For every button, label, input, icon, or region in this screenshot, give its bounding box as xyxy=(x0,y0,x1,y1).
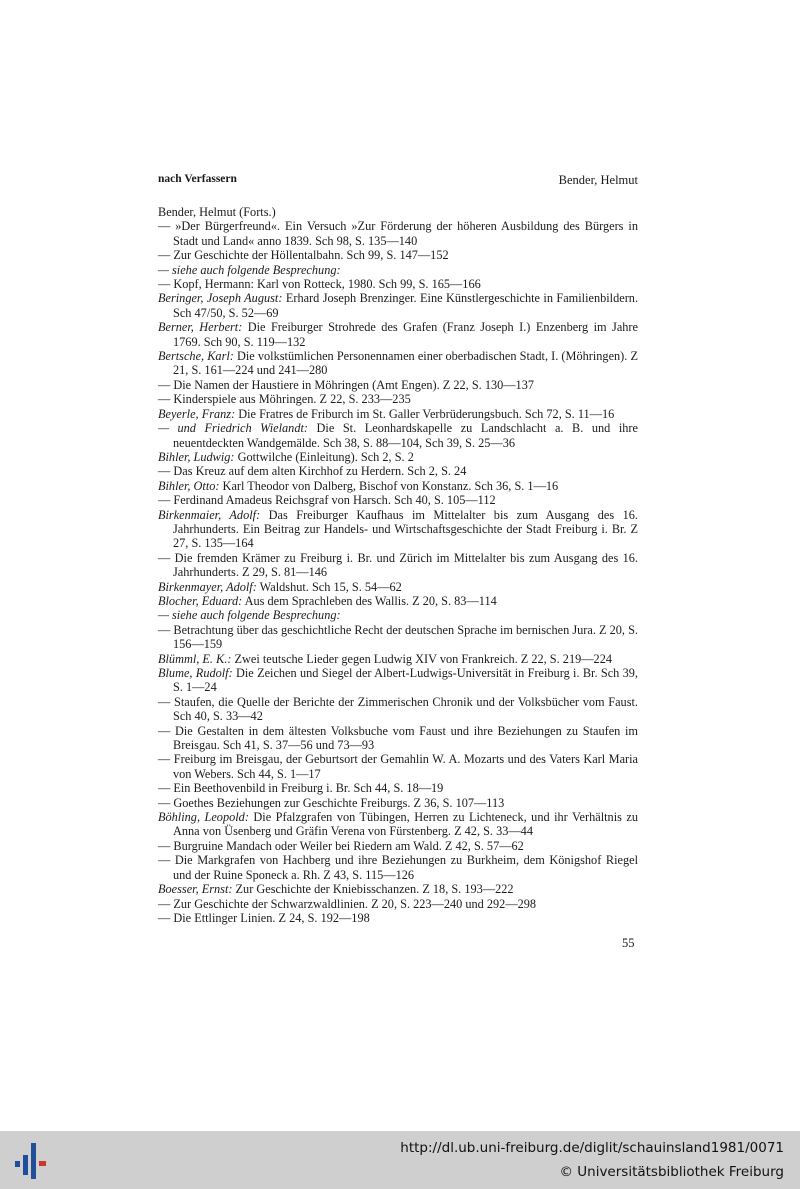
entry-text: Karl Theodor von Dalberg, Bischof von Konstanz. Sch 36, S. 1—16 xyxy=(219,478,559,493)
copyright-notice: © Universitätsbibliothek Freiburg xyxy=(559,1164,784,1180)
entry-author: Birkenmaier, Adolf: xyxy=(158,507,261,522)
bibliography-entry xyxy=(158,219,638,248)
footer-bar xyxy=(0,1131,800,1189)
entry-author: Blume, Rudolf: xyxy=(158,666,233,680)
entry-text: — Ferdinand Amadeus Reichsgraf von Harsch. Sch 40, S. 105—112 xyxy=(158,493,496,508)
entry-text: — siehe auch folgende Besprechung: xyxy=(158,262,341,277)
entry-text: — Die fremden Krämer zu Freiburg i. Br. und Zürich im Mittelalter bis zum Ausgang des 16. Jahrhunderts. Z 29, S. 81—146 xyxy=(158,550,638,580)
entry-author: Blümml, E. K.: xyxy=(158,651,232,666)
bibliography-entry xyxy=(158,652,638,666)
bibliography-entry xyxy=(158,392,638,406)
entry-text: Zur Geschichte der Kniebisschanzen. Z 18, S. 193—222 xyxy=(232,882,514,897)
entry-text: — Betrachtung über das geschichtliche Recht der deutschen Sprache im bernischen Jura. Z 20, S. 156—159 xyxy=(158,622,638,652)
bibliography-entry xyxy=(158,464,638,478)
bibliography-entry xyxy=(158,407,638,421)
bibliography-entry xyxy=(158,695,638,724)
entry-text: — Die Markgrafen von Hachberg und ihre Beziehungen zu Burkheim, dem Königshof Riegel und der Ruine Sponeck a. Rh. Z 43, S. 115—126 xyxy=(158,853,638,882)
ub-freiburg-logo-icon xyxy=(12,1141,52,1181)
entry-text: Gottwilche (Einleitung). Sch 2, S. 2 xyxy=(234,449,414,464)
entry-author: Blocher, Eduard: xyxy=(158,593,243,608)
entry-author: Bihler, Otto: xyxy=(158,478,220,493)
running-header xyxy=(158,173,638,191)
page-number: 55 xyxy=(622,936,635,950)
entry-author: Beringer, Joseph August: xyxy=(158,291,283,306)
logo-bar-1 xyxy=(15,1161,20,1167)
entry-author: Beyerle, Franz: xyxy=(158,406,236,421)
bibliography-entry xyxy=(158,666,638,695)
entry-text: Erhard Joseph Brenzinger. Eine Künstlergeschichte in Familienbildern. Sch 47/50, S. 52—69 xyxy=(173,291,639,320)
entry-text: — »Der Bürgerfreund«. Ein Versuch »Zur Förderung der höheren Ausbildung des Bürgers in Stadt und Land« anno 1839. Sch 98, S. 135—140 xyxy=(158,219,638,248)
entry-author: Böhling, Leopold: xyxy=(158,810,249,825)
entry-text: — Staufen, die Quelle der Berichte der Zimmerischen Chronik und der Volksbücher vom Faust. Sch 40, S. 33—42 xyxy=(158,694,638,724)
header-author-name: Bender, Helmut xyxy=(558,173,638,187)
bibliography-entry xyxy=(158,493,638,507)
bibliography-entry xyxy=(158,263,638,277)
entry-author: Birkenmayer, Adolf: xyxy=(158,579,257,594)
entry-text: — Kinderspiele aus Möhringen. Z 22, S. 233—235 xyxy=(158,392,411,407)
bibliography-entry xyxy=(158,752,638,781)
entry-text: — Freiburg im Breisgau, der Geburtsort der Gemahlin W. A. Mozarts und des Vaters Karl Maria von Webers. Sch 44, S. 1—17 xyxy=(158,752,638,781)
bibliography-entry xyxy=(158,479,638,493)
entry-text: Waldshut. Sch 15, S. 54—62 xyxy=(256,579,402,594)
entry-text: Die Fratres de Friburch im St. Galler Verbrüderungsbuch. Sch 72, S. 11—16 xyxy=(235,406,615,421)
entry-text: Zwei teutsche Lieder gegen Ludwig XIV von Frankreich. Z 22, S. 219—224 xyxy=(231,651,612,666)
bibliography-entry xyxy=(158,378,638,392)
entry-text: — Burgruine Mandach oder Weiler bei Riedern am Wald. Z 42, S. 57—62 xyxy=(158,838,524,853)
entry-text: Die St. Leonhardskapelle zu Landschlacht a. B. und ihre neuentdeckten Wandgemälde. Sch 38, S. 88—104, Sch 39, S. 25—36 xyxy=(173,421,638,450)
entry-text: Das Freiburger Kaufhaus im Mittelalter bis zum Ausgang des 16. Jahrhunderts. Ein Beitrag zur Handels- und Wirtschaftsgeschichte der Stadt Freiburg i. Br. Z 27, S. 135—164 xyxy=(173,507,639,551)
entry-text: — Zur Geschichte der Schwarzwaldlinien. Z 20, S. 223—240 und 292—298 xyxy=(158,896,537,911)
bibliography-entry xyxy=(158,421,638,450)
bibliography-entry xyxy=(158,580,638,594)
bibliography-entry xyxy=(158,291,638,320)
document-url-link[interactable]: http://dl.ub.uni-freiburg.de/diglit/schauinsland1981/0071 xyxy=(400,1140,784,1156)
bibliography-entry xyxy=(158,320,638,349)
bibliography-entry xyxy=(158,594,638,608)
bibliography-entry xyxy=(158,551,638,580)
entry-text: — Die Ettlinger Linien. Z 24, S. 192—198 xyxy=(158,910,370,925)
bibliography-entry xyxy=(158,205,638,219)
entry-author: Bihler, Ludwig: xyxy=(158,449,235,464)
entry-text: Die Freiburger Strohrede des Grafen (Franz Joseph I.) Enzenberg im Jahre 1769. Sch 90, S. 119—132 xyxy=(173,320,638,349)
entry-text: — Das Kreuz auf dem alten Kirchhof zu Herdern. Sch 2, S. 24 xyxy=(158,464,467,479)
entry-text: Bender, Helmut (Forts.) xyxy=(158,205,276,219)
bibliography-entry xyxy=(158,897,638,911)
bibliography-entry xyxy=(158,248,638,262)
logo-bar-2 xyxy=(23,1155,28,1175)
entry-text: — Kopf, Hermann: Karl von Rotteck, 1980. Sch 99, S. 165—166 xyxy=(158,277,481,292)
bibliography-entry xyxy=(158,623,638,652)
entry-text: — Goethes Beziehungen zur Geschichte Freiburgs. Z 36, S. 107—113 xyxy=(158,795,505,810)
bibliography-entry xyxy=(158,608,638,622)
entry-author: Berner, Herbert: xyxy=(158,320,243,335)
entry-author: Bertsche, Karl: xyxy=(158,349,234,364)
entry-text: Die Zeichen und Siegel der Albert-Ludwigs-Universität in Freiburg i. Br. Sch 39, S. 1—24 xyxy=(173,666,638,695)
entry-text: — Die Namen der Haustiere in Möhringen (Amt Engen). Z 22, S. 130—137 xyxy=(158,377,535,392)
bibliography-entry xyxy=(158,911,638,925)
logo-bar-3 xyxy=(31,1143,36,1179)
entry-text: — Ein Beethovenbild in Freiburg i. Br. Sch 44, S. 18—19 xyxy=(158,781,444,796)
bibliography-entry xyxy=(158,781,638,795)
bibliography-entry xyxy=(158,508,638,551)
bibliography-entry xyxy=(158,724,638,753)
bibliography-entry xyxy=(158,839,638,853)
bibliography-entry xyxy=(158,796,638,810)
bibliography-list xyxy=(158,205,638,925)
bibliography-entry xyxy=(158,277,638,291)
bibliography-entry xyxy=(158,882,638,896)
entry-text: Aus dem Sprachleben des Wallis. Z 20, S. 83—114 xyxy=(242,593,497,608)
entry-text: Die Pfalzgrafen von Tübingen, Herren zu Lichteneck, und ihr Verhältnis zu Anna von Üsenberg und Gräfin Verena von Fürstenberg. Z 42, S. 33—44 xyxy=(173,810,638,839)
entry-text: — Die Gestalten in dem ältesten Volksbuche vom Faust und ihre Beziehungen zu Staufen im Breisgau. Sch 41, S. 37—56 und 73—93 xyxy=(158,723,638,753)
bibliography-entry xyxy=(158,810,638,839)
header-section-title: nach Verfassern xyxy=(158,173,237,185)
entry-text: Die volkstümlichen Personennamen einer oberbadischen Stadt, I. (Möhringen). Z 21, S. 161—224 und 241—280 xyxy=(173,349,638,378)
bibliography-entry xyxy=(158,349,638,378)
entry-author: — und Friedrich Wielandt: xyxy=(158,421,308,436)
bibliography-entry xyxy=(158,853,638,882)
logo-bar-4 xyxy=(39,1161,46,1166)
entry-text: — Zur Geschichte der Höllentalbahn. Sch 99, S. 147—152 xyxy=(158,248,449,263)
entry-author: Boesser, Ernst: xyxy=(158,882,233,897)
bibliography-entry xyxy=(158,450,638,464)
entry-text: — siehe auch folgende Besprechung: xyxy=(158,608,341,623)
